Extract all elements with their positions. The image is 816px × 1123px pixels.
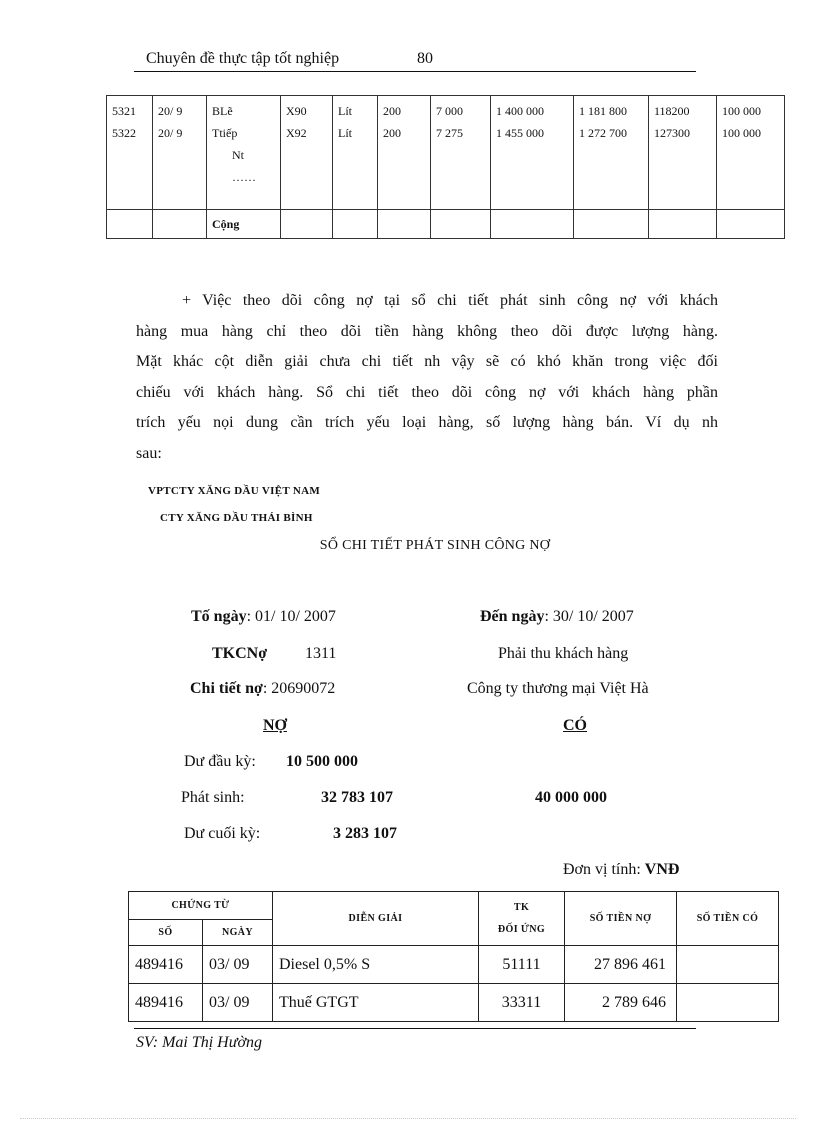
total-label: Cộng [207,210,281,239]
account-description: Phải thu khách hàng [498,645,629,662]
from-date: Tố ngày: 01/ 10/ 2007 [191,608,336,625]
cell-description: Diesel 0,5% S [273,946,479,984]
cell-date: 03/ 09 [203,946,273,984]
table-header-row [129,892,779,920]
paragraph-line: hàng mua hàng chỉ theo dõi tiền hàng không theo dõi được lượng hàng. [136,322,718,340]
opening-balance-value: 10 500 000 [286,753,358,770]
cell-description: Thuế GTGT [273,984,479,1022]
account-header: TK ĐỐI ỨNG [479,892,565,946]
table-row [129,946,779,984]
table-row [129,984,779,1022]
table-cell: 1 181 800 1 272 700 [574,96,649,210]
table-cell: 20/ 9 20/ 9 [153,96,207,210]
account-value: 1311 [305,645,337,662]
company-parent: VPTCTY XĂNG DẦU VIỆT NAM [148,485,321,497]
arising-label: Phát sinh: [181,789,245,806]
arising-credit-value: 40 000 000 [535,789,607,806]
header-title: Chuyên đề thực tập tốt nghiệp [146,50,340,67]
credit-heading: CÓ [563,717,587,734]
cell-debit: 2 789 646 [565,984,677,1022]
page-edge-divider [20,1118,796,1119]
currency-unit: Đơn vị tính: VNĐ [563,861,680,878]
footer-rule [134,1028,696,1029]
debit-header: SỐ TIỀN NỢ [565,892,677,946]
cell-account: 51111 [479,946,565,984]
footer-student: SV: Mai Thị Hường [136,1034,262,1051]
cell-number: 489416 [129,984,203,1022]
detail-description: Công ty thương mại Việt Hà [467,680,649,697]
closing-balance-label: Dư cuối kỳ: [184,825,261,842]
body-paragraph [136,286,718,469]
company-name: CTY XĂNG DẦU THÁI BÌNH [160,512,313,524]
cell-debit: 27 896 461 [565,946,677,984]
table-total-row [107,210,785,239]
cell-date: 03/ 09 [203,984,273,1022]
table-cell: 100 000 100 000 [717,96,785,210]
to-date: Đến ngày: 30/ 10/ 2007 [480,608,634,625]
cell-credit [677,946,779,984]
table-cell: X90 X92 [281,96,333,210]
table-cell: BLẽ Ttiếp Nt …… [207,96,281,210]
cell-account: 33311 [479,984,565,1022]
voucher-header: CHỨNG TỪ [129,892,273,920]
opening-balance-label: Dư đầu kỳ: [184,753,256,770]
table-cell: 200 200 [378,96,431,210]
account-label: TKCNợ [212,645,268,662]
table-row [107,96,785,210]
closing-balance-value: 3 283 107 [333,825,397,842]
table-cell: 5321 5322 [107,96,153,210]
credit-header: SỐ TIỀN CÓ [677,892,779,946]
cell-number: 489416 [129,946,203,984]
debit-heading: NỢ [263,717,287,734]
ledger-table [128,891,779,1022]
number-header: SỐ [129,920,203,946]
paragraph-line: Mặt khác cột diễn giải chưa chi tiết nh vậy sẽ có khó khăn trong việc đối [136,353,718,370]
table-cell: 118200 127300 [649,96,717,210]
ledger-title: SỔ CHI TIẾT PHÁT SINH CÔNG NỢ [319,538,551,553]
detail-account: Chi tiết nợ: 20690072 [190,680,336,697]
paragraph-line: sau: [136,444,162,462]
table-cell: Lít Lít [333,96,378,210]
arising-debit-value: 32 783 107 [321,789,393,806]
header-rule [134,71,696,72]
table-cell: 7 000 7 275 [431,96,491,210]
description-header: DIỄN GIẢI [273,892,479,946]
sales-table [106,95,785,239]
date-header: NGÀY [203,920,273,946]
page-number: 80 [417,50,433,67]
paragraph-line: chiếu với khách hàng. Sổ chi tiết theo dõi công nợ với khách hàng phần [136,383,718,401]
paragraph-line: + Việc theo dõi công nợ tại sổ chi tiết phát sinh công nợ với khách [182,292,718,309]
paragraph-line: trích yếu nọi dung cần trích yếu loại hàng, số lượng hàng bán. Ví dụ nh [136,414,718,431]
table-cell: 1 400 000 1 455 000 [491,96,574,210]
cell-credit [677,984,779,1022]
